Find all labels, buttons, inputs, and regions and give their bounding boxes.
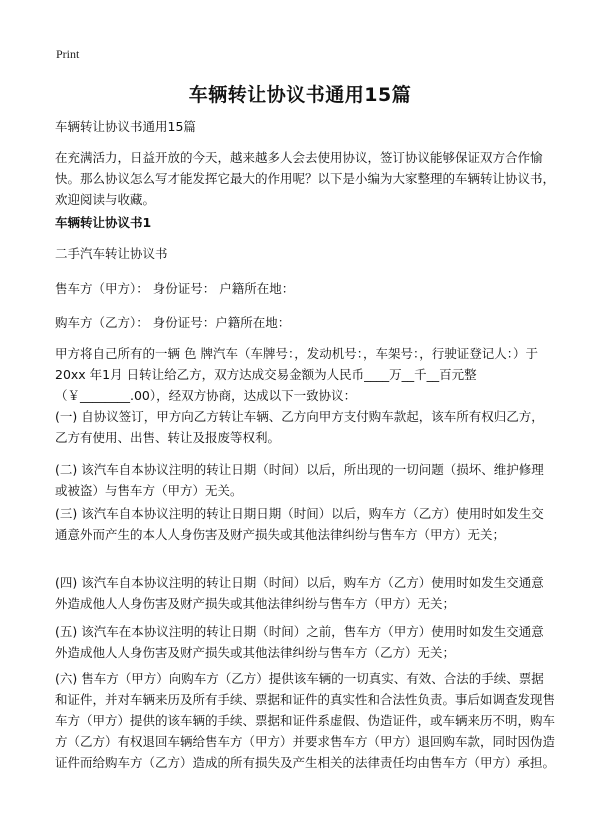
buyer-line: 购车方（乙方）： 身份证号：户籍所在地： (55, 315, 291, 330)
intro-paragraph: 在充满活力，日益开放的今天，越来越多人会去使用协议，签订协议能够保证双方合作愉快。那么协议怎么写才能发挥它最大的作用呢？以下是小编为大家整理的车辆转让协议书，欢迎阅读与收藏。 (55, 150, 556, 207)
clause-1: (一) 自协议签订，甲方向乙方转让车辆、乙方向甲方支付购车款起，该车所有权归乙方，乙方有使用、出售、转让及报废等权利。 (55, 409, 544, 445)
clause-6: (六) 售车方（甲方）向购车方（乙方）提供该车辆的一切真实、有效、合法的手续、票据和证件，并对车辆来历及所有手续、票据和证件的真实性和合法性负责。事后如调查发现售车方（甲方）提供的该车辆的手续、票据和证件系虚假、伪造证件，或车辆来历不明，购车方（乙方）有权退回车辆给售车方（甲方）并要求售车方（甲方）退回购车款，同时因伪造证件而给购车方（乙方）造成的所有损失及产生相关的法律责任均由售车方（甲方）承担。 (55, 671, 556, 770)
section-heading: 车辆转让协议书1 (55, 215, 152, 230)
seller-line: 售车方（甲方）： 身份证号： 户籍所在地： (55, 281, 295, 296)
vehicle-paragraph: 甲方将自己所有的一辆 色 牌汽车（车牌号：，发动机号：，车架号：，行驶证登记人：）于20xx 年1月 日转让给乙方，双方达成交易金额为人民币____万__千__百元整（￥________.00），经双方协商，达成以下一致协议： (55, 346, 538, 403)
clause-2: (二) 该汽车自本协议注明的转让日期（时间）以后，所出现的一切问题（损坏、维护修理或被盗）与售车方（甲方）无关。 (55, 462, 544, 498)
clause-5: (五) 该汽车在本协议注明的转让日期（时间）之前，售车方（甲方）使用时如发生交通意外造成他人人身伤害及财产损失或其他法律纠纷与售车方（乙方）无关； (55, 624, 544, 660)
document-name: 二手汽车转让协议书 (55, 246, 168, 261)
subtitle: 车辆转让协议书通用15篇 (55, 119, 196, 134)
clause-4: (四) 该汽车自本协议注明的转让日期（时间）以后，购车方（乙方）使用时如发生交通意外造成他人人身伤害及财产损失或其他法律纠纷与售车方（甲方）无关； (55, 575, 544, 611)
page-title: 车辆转让协议书通用15篇 (188, 84, 412, 106)
print-link[interactable]: Print (56, 47, 80, 61)
clause-3: (三) 该汽车自本协议注明的转让日期日期（时间）以后，购车方（乙方）使用时如发生交通意外而产生的本人人身伤害及财产损失或其他法律纠纷与售车方（甲方）无关； (55, 506, 544, 542)
